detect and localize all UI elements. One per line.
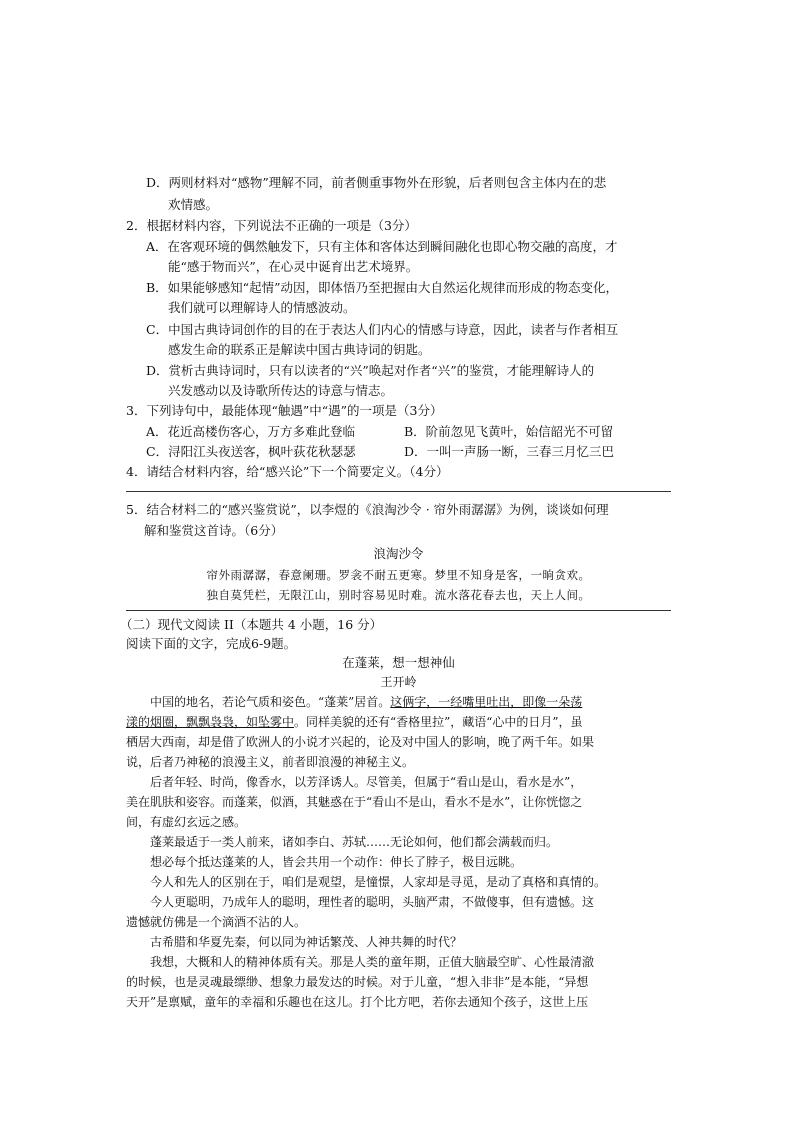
poem-line-1: 帘外雨潺潺，春意阑珊。罗衾不耐五更寒。梦里不知身是客，一晌贪欢。	[206, 568, 591, 582]
q2-option-d-line2: 兴发感动以及诗歌所传达的诗意与情志。	[168, 383, 394, 398]
paragraph-line: 美在肌肤和姿容。而蓬莱，似酒，其魅惑在于“看山不是山，看水不是水”，让你恍惚之	[126, 795, 583, 809]
q1-option-d-line1: D．两则材料对“感物”理解不同，前者侧重事物外在形貌，后者则包含主体内在的悲	[146, 175, 607, 190]
paragraph-line: 今人更聪明，乃成年人的聪明，理性者的聪明，头脑严肃，不做傻事，但有遗憾。这	[150, 895, 595, 909]
q3-option-d: D．一叫一声肠一断，三春三月忆三巴	[404, 444, 615, 459]
text-span: 中国的地名，若论气质和姿色。“蓬莱”居首。	[150, 695, 391, 709]
paragraph-line: 间，有虚幻玄远之感。	[126, 815, 247, 829]
q4-stem: 4．请结合材料内容，给“感兴论”下一个简要定义。（4分）	[126, 464, 449, 479]
q2-option-a-line2: 能“感于物而兴”，在心灵中诞育出艺术境界。	[168, 259, 419, 274]
paragraph-line: 遗憾就仿佛是一个滴酒不沾的人。	[126, 915, 307, 929]
paragraph-line: 天开”是禀赋，童年的幸福和乐趣也在这儿。打个比方吧，若你去通知个孩子，这世上压	[126, 995, 589, 1009]
paragraph-line: 想必每个抵达蓬莱的人，皆会共用一个动作：伸长了脖子，极目远眺。	[150, 855, 523, 869]
paragraph-line	[150, 692, 582, 712]
section-instruction: 阅读下面的文字，完成6-9题。	[126, 636, 297, 651]
paragraph-line: 的时候，也是灵魂最缥缈、想象力最发达的时候。对于儿童，“想入非非”是本能，“异想	[126, 975, 589, 989]
q2-stem: 2．根据材料内容，下列说法不正确的一项是（3分）	[126, 218, 417, 233]
poem-title: 浪淘沙令	[373, 546, 424, 561]
q3-option-c: C．浔阳江头夜送客，枫叶荻花秋瑟瑟	[146, 444, 356, 459]
poem-line-2: 独自莫凭栏，无限江山，别时容易见时难。流水落花春去也，天上人间。	[206, 588, 591, 602]
q1-option-d-line2: 欢情感。	[168, 197, 219, 212]
q2-option-c-line2: 感发生命的联系正是解读中国古典诗词的钥匙。	[168, 342, 431, 357]
text-span: 。同样美貌的还有“香格里拉”，藏语“心中的日月”，虽	[294, 715, 583, 729]
q2-option-d-line1: D．赏析古典诗词时，只有以读者的“兴”唤起对作者“兴”的鉴赏，才能理解诗人的	[146, 363, 595, 378]
article-title: 在蓬莱，想一想神仙	[342, 655, 455, 670]
paragraph-line: 今人和先人的区别在于，咱们是观望，是憧憬，人家却是寻觅，是动了真格和真情的。	[150, 875, 607, 889]
section-header: （二）现代文阅读 II（本题共 4 小题，16 分）	[120, 617, 383, 632]
q3-option-a: A．花近高楼伤客心，万方多难此登临	[146, 424, 356, 439]
answer-line	[126, 491, 671, 492]
q2-option-a-line1: A．在客观环境的偶然触发下，只有主体和客体达到瞬间融化也即心物交融的高度，才	[146, 239, 618, 254]
q3-stem: 3．下列诗句中，最能体现“触遇”中“遇”的一项是（3分）	[126, 403, 443, 418]
q2-option-c-line1: C．中国古典诗词创作的目的在于表达人们内心的情感与诗意，因此，读者与作者相互	[146, 322, 619, 337]
underlined-text: 这俩字，一经嘴里吐出，即像一朵荡	[390, 695, 583, 709]
q5-stem-line1: 5．结合材料二的“感兴鉴赏说”，以李煜的《浪淘沙令 · 帘外雨潺潺》为例，谈谈如何理	[126, 502, 609, 517]
article-author: 王开岭	[380, 675, 417, 689]
paragraph-line: 我想，大概和人的精神体质有关。那是人类的童年期，正值大脑最空旷、心性最清澈	[150, 955, 595, 969]
paragraph-line: 说，后者乃神秘的浪漫主义，前者即浪漫的神秘主义。	[126, 755, 415, 769]
paragraph-line: 古希腊和华夏先秦，何以同为神话繁茂、人神共舞的时代？	[150, 935, 463, 949]
underlined-text: 漾的烟圈，飘飘袅袅，如坠雾中	[126, 715, 295, 729]
paragraph-line: 蓬莱最适于一类人前来，诸如李白、苏轼……无论如何，他们都会满载而归。	[150, 835, 559, 849]
q5-stem-line2: 解和鉴赏这首诗。（6分）	[144, 523, 284, 538]
q3-option-b: B．阶前忽见飞黄叶，始信韶光不可留	[404, 424, 614, 439]
q2-option-b-line1: B．如果能够感知“起情”动因，即体悟乃至把握由大自然运化规律而形成的物态变化，	[146, 280, 618, 295]
q2-option-b-line2: 我们就可以理解诗人的情感波动。	[168, 300, 356, 315]
paragraph-line: 后者年轻、时尚，像香水，以芳泽诱人。尽管美，但属于“看山是山，看水是水”，	[150, 775, 583, 789]
paragraph-line	[126, 712, 583, 732]
answer-line	[126, 610, 671, 611]
paragraph-line: 栖居大西南，却是借了欧洲人的小说才兴起的，论及对中国人的影响，晚了两千年。如果	[126, 735, 595, 749]
